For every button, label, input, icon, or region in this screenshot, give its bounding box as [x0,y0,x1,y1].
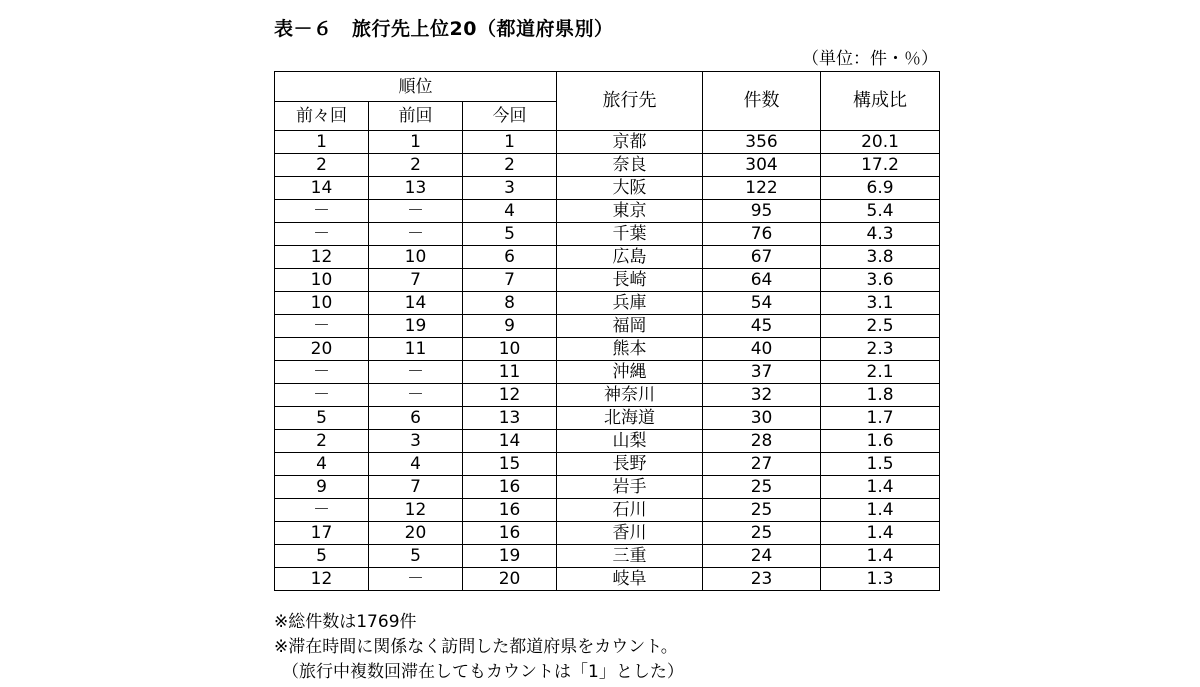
destination-cell: 京都 [557,131,703,154]
ratio-cell: 6.9 [821,177,940,200]
prev-rank-cell: － [369,384,463,407]
prev2-rank-cell: － [275,223,369,246]
prev2-rank-cell: 12 [275,568,369,591]
prev-rank-cell: 1 [369,131,463,154]
destination-cell: 千葉 [557,223,703,246]
destination-cell: 沖縄 [557,361,703,384]
current-rank-cell: 7 [463,269,557,292]
count-cell: 304 [703,154,821,177]
prev2-rank-cell: － [275,499,369,522]
table-row [275,246,940,269]
table-row [275,384,940,407]
prev-rank-cell: 13 [369,177,463,200]
destination-cell: 岩手 [557,476,703,499]
table-row [275,269,940,292]
ratio-cell: 2.1 [821,361,940,384]
count-cell: 40 [703,338,821,361]
count-cell: 32 [703,384,821,407]
note-method-detail: （旅行中複数回滞在してもカウントは「1」とした） [282,662,684,682]
count-cell: 27 [703,453,821,476]
prev2-rank-cell: 10 [275,269,369,292]
current-rank-cell: 4 [463,200,557,223]
prev2-rank-cell: 5 [275,407,369,430]
destination-cell: 岐阜 [557,568,703,591]
table-row [275,453,940,476]
table-row [275,200,940,223]
current-rank-cell: 11 [463,361,557,384]
table-row [275,545,940,568]
current-rank-cell: 16 [463,522,557,545]
prev2-rank-cell: 1 [275,131,369,154]
current-rank-cell: 6 [463,246,557,269]
ratio-cell: 1.8 [821,384,940,407]
prev-rank-cell: 3 [369,430,463,453]
table-row [275,292,940,315]
prev2-rank-cell: － [275,315,369,338]
destination-cell: 大阪 [557,177,703,200]
prev-rank-cell: － [369,223,463,246]
current-rank-cell: 1 [463,131,557,154]
ratio-cell: 1.7 [821,407,940,430]
ratio-cell: 17.2 [821,154,940,177]
ratio-cell: 1.4 [821,545,940,568]
ratio-cell: 3.8 [821,246,940,269]
prev2-rank-cell: 12 [275,246,369,269]
count-cell: 67 [703,246,821,269]
count-cell: 37 [703,361,821,384]
count-cell: 356 [703,131,821,154]
destination-cell: 北海道 [557,407,703,430]
prev-rank-cell: 10 [369,246,463,269]
current-rank-cell: 13 [463,407,557,430]
count-cell: 23 [703,568,821,591]
count-cell: 30 [703,407,821,430]
destination-cell: 長野 [557,453,703,476]
ratio-cell: 1.5 [821,453,940,476]
ratio-cell: 3.1 [821,292,940,315]
count-cell: 24 [703,545,821,568]
count-cell: 64 [703,269,821,292]
ratio-cell: 2.3 [821,338,940,361]
current-rank-cell: 16 [463,476,557,499]
prev2-rank-cell: 17 [275,522,369,545]
ratio-header: 構成比 [821,72,940,131]
prev2-rank-cell: － [275,361,369,384]
table-row [275,131,940,154]
destination-cell: 山梨 [557,430,703,453]
count-cell: 95 [703,200,821,223]
table-row [275,223,940,246]
table-row [275,154,940,177]
prev2-rank-cell: － [275,384,369,407]
count-cell: 25 [703,522,821,545]
table-row [275,407,940,430]
ratio-cell: 4.3 [821,223,940,246]
table-row [275,315,940,338]
note-method: ※滞在時間に関係なく訪問した都道府県をカウント。 [274,637,678,657]
prev-rank-cell: 7 [369,476,463,499]
ratio-cell: 1.6 [821,430,940,453]
prev-rank-cell: － [369,361,463,384]
prev-rank-cell: 20 [369,522,463,545]
ratio-cell: 1.3 [821,568,940,591]
prev2-rank-cell: 20 [275,338,369,361]
count-cell: 122 [703,177,821,200]
prev-rank-cell: 2 [369,154,463,177]
count-cell: 28 [703,430,821,453]
ratio-cell: 20.1 [821,131,940,154]
ranking-table [274,71,940,591]
prev2-rank-cell: 2 [275,154,369,177]
prev-rank-cell: 14 [369,292,463,315]
table-row [275,568,940,591]
count-cell: 25 [703,476,821,499]
destination-cell: 石川 [557,499,703,522]
prev-rank-cell: 12 [369,499,463,522]
current-rank-cell: 5 [463,223,557,246]
destination-cell: 三重 [557,545,703,568]
ratio-cell: 2.5 [821,315,940,338]
table-row [275,476,940,499]
prev2-rank-cell: 14 [275,177,369,200]
count-cell: 45 [703,315,821,338]
unit-label: （単位：件・％） [802,49,938,69]
current-rank-cell: 20 [463,568,557,591]
prev-rank-cell: 4 [369,453,463,476]
prev-rank-cell: 7 [369,269,463,292]
prev2-rank-cell: － [275,200,369,223]
prev2-rank-cell: 10 [275,292,369,315]
ratio-cell: 1.4 [821,476,940,499]
destination-header: 旅行先 [557,72,703,131]
table-title: 表－６ 旅行先上位20（都道府県別） [274,18,614,40]
current-header: 今回 [463,102,557,131]
note-total: ※総件数は1769件 [274,612,417,632]
prev-rank-cell: － [369,200,463,223]
destination-cell: 広島 [557,246,703,269]
prev-rank-cell: 6 [369,407,463,430]
prev-header: 前回 [369,102,463,131]
prev2-rank-cell: 9 [275,476,369,499]
notes [274,610,684,685]
destination-cell: 奈良 [557,154,703,177]
ratio-cell: 3.6 [821,269,940,292]
table-row [275,430,940,453]
ratio-cell: 5.4 [821,200,940,223]
table-row [275,177,940,200]
current-rank-cell: 3 [463,177,557,200]
table-row [275,499,940,522]
current-rank-cell: 8 [463,292,557,315]
prev2-rank-cell: 4 [275,453,369,476]
table-row [275,338,940,361]
current-rank-cell: 12 [463,384,557,407]
current-rank-cell: 10 [463,338,557,361]
destination-cell: 長崎 [557,269,703,292]
count-header: 件数 [703,72,821,131]
prev2-header: 前々回 [275,102,369,131]
ratio-cell: 1.4 [821,499,940,522]
prev-rank-cell: － [369,568,463,591]
destination-cell: 熊本 [557,338,703,361]
prev2-rank-cell: 2 [275,430,369,453]
current-rank-cell: 19 [463,545,557,568]
prev2-rank-cell: 5 [275,545,369,568]
current-rank-cell: 2 [463,154,557,177]
table-body [275,131,940,591]
prev-rank-cell: 5 [369,545,463,568]
rank-header: 順位 [275,72,557,102]
count-cell: 25 [703,499,821,522]
destination-cell: 神奈川 [557,384,703,407]
destination-cell: 福岡 [557,315,703,338]
current-rank-cell: 14 [463,430,557,453]
count-cell: 76 [703,223,821,246]
ratio-cell: 1.4 [821,522,940,545]
count-cell: 54 [703,292,821,315]
current-rank-cell: 9 [463,315,557,338]
destination-cell: 香川 [557,522,703,545]
current-rank-cell: 15 [463,453,557,476]
table-row [275,522,940,545]
prev-rank-cell: 11 [369,338,463,361]
current-rank-cell: 16 [463,499,557,522]
destination-cell: 東京 [557,200,703,223]
destination-cell: 兵庫 [557,292,703,315]
table-row [275,361,940,384]
prev-rank-cell: 19 [369,315,463,338]
